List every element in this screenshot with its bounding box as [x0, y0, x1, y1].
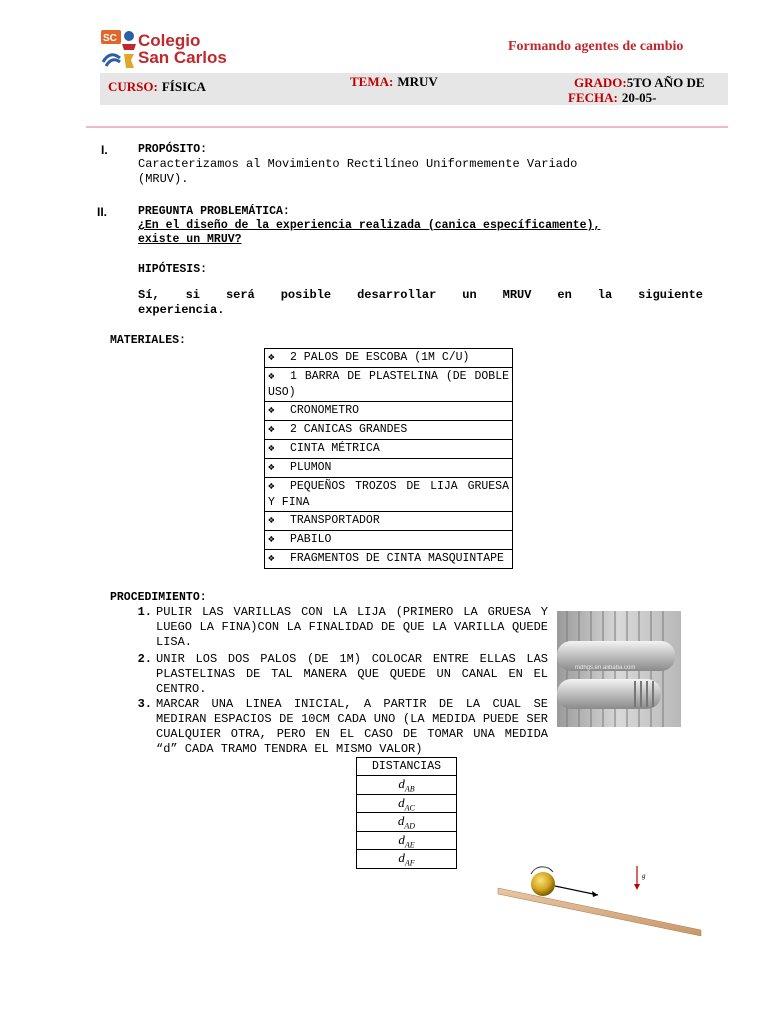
broomstick-photo — [557, 611, 681, 727]
distances-table — [356, 757, 457, 869]
procedure-step — [128, 652, 548, 697]
tema-value: MRUV — [397, 74, 438, 89]
distance-symbol: d — [398, 850, 405, 866]
hypothesis-line2: experiencia. — [138, 303, 225, 317]
step-number: 1. — [137, 605, 152, 619]
section2-title: PREGUNTA PROBLEMÁTICA: — [138, 205, 290, 218]
materials-row — [265, 349, 513, 368]
step-number: 3. — [137, 697, 152, 711]
materials-table — [264, 348, 513, 569]
grado-value: 5TO AÑO DE — [626, 75, 705, 90]
question-line1: ¿En el diseño de la experiencia realizada (canica específicamente), — [138, 219, 601, 232]
material-item: CINTA MÉTRICA — [290, 442, 380, 455]
fecha-field — [568, 89, 657, 107]
distance-subscript: AB — [404, 784, 415, 794]
ramp-surface — [498, 888, 701, 936]
material-item: TRANSPORTADOR — [290, 514, 380, 527]
section1-line2: (MRUV). — [138, 172, 189, 186]
step-text: UNIR LOS DOS PALOS (DE 1M) COLOCAR ENTRE ELLAS LAS PLASTELINAS DE TAL MANERA QUE QUEDE UN CANAL EN EL CENTRO. — [156, 652, 548, 696]
marble — [531, 872, 555, 896]
school-name-line2: San Carlos — [138, 48, 227, 67]
material-item: FRAGMENTOS DE CINTA MASQUINTAPE — [290, 552, 504, 565]
fecha-value: 20-05- — [621, 90, 657, 105]
distance-subscript: AC — [404, 803, 415, 813]
materials-row — [265, 421, 513, 440]
svg-text:SC: SC — [103, 33, 117, 44]
photo-watermark: mdhgs.en.alibaba.com — [575, 665, 636, 671]
material-cell — [265, 349, 513, 368]
step-text: MARCAR UNA LINEA INICIAL, A PARTIR DE LA CUAL SE MEDIRAN ESPACIOS DE 10CM CADA UNO (LA MEDIDA PUEDE SER CUALQUIER OTRA, PERO EN EL CASO DE TOMAR UNA MEDIDA “d” CADA TRAMO TENDRA EL MISMO VALOR) — [156, 697, 548, 756]
school-name-line1: Colegio — [138, 31, 201, 50]
gravity-label: g — [642, 872, 646, 880]
material-cell — [265, 440, 513, 459]
section1-numeral: I. — [101, 143, 108, 157]
material-cell — [265, 512, 513, 531]
diamond-bullet-icon: ❖ — [268, 371, 275, 383]
header-divider — [86, 126, 728, 128]
material-cell — [265, 421, 513, 440]
materials-row — [265, 478, 513, 512]
distance-subscript: AF — [404, 858, 415, 868]
section1-line1: Caracterizamos al Movimiento Rectilíneo Uniformemente Variado — [138, 157, 578, 171]
curso-field — [108, 78, 206, 96]
step-number: 2. — [137, 652, 152, 666]
material-item: PLUMON — [290, 461, 332, 474]
tema-label: TEMA: — [350, 74, 394, 89]
material-cell — [265, 402, 513, 421]
slogan: Formando agentes de cambio — [508, 39, 684, 54]
velocity-arrow-icon — [555, 886, 598, 895]
tema-field — [350, 73, 438, 91]
material-cell — [265, 459, 513, 478]
procedure-step — [128, 605, 548, 650]
materials-row — [265, 368, 513, 402]
school-crest-icon — [100, 28, 136, 72]
material-cell — [265, 531, 513, 550]
material-cell — [265, 368, 513, 402]
distance-subscript: AE — [404, 840, 415, 850]
curso-label: CURSO: — [108, 79, 158, 94]
diamond-bullet-icon: ❖ — [268, 405, 275, 417]
distance-subscript: AD — [404, 821, 416, 831]
diamond-bullet-icon: ❖ — [268, 462, 275, 474]
step-text: PULIR LAS VARILLAS CON LA LIJA (PRIMERO LA GRUESA Y LUEGO LA FINA)CON LA FINALIDAD DE QUE LA VARILLA QUEDE LISA. — [156, 605, 548, 649]
question-line2: existe un MRUV? — [138, 233, 242, 246]
diamond-bullet-icon: ❖ — [268, 481, 275, 493]
distance-symbol: d — [398, 776, 405, 791]
materials-row — [265, 459, 513, 478]
section2-numeral: II. — [97, 205, 108, 219]
diamond-bullet-icon: ❖ — [268, 515, 275, 527]
diamond-bullet-icon: ❖ — [268, 534, 275, 546]
inclined-plane-diagram — [495, 858, 705, 940]
grado-label: GRADO: — [574, 75, 627, 90]
distance-row — [357, 850, 457, 869]
diamond-bullet-icon: ❖ — [268, 352, 275, 364]
materials-row — [265, 550, 513, 569]
distances-header: DISTANCIAS — [357, 758, 457, 776]
distance-row — [357, 794, 457, 813]
material-item: CRONOMETRO — [290, 404, 360, 417]
material-item: PABILO — [290, 533, 332, 546]
distance-row — [357, 813, 457, 832]
material-item: 1 BARRA DE PLASTELINA (DE DOBLE USO) — [268, 370, 509, 399]
diamond-bullet-icon: ❖ — [268, 443, 275, 455]
diamond-bullet-icon: ❖ — [268, 424, 275, 436]
material-cell — [265, 478, 513, 512]
material-item: 2 PALOS DE ESCOBA (1M C/U) — [290, 351, 470, 364]
fecha-label: FECHA: — [568, 90, 618, 105]
material-item: 2 CANICAS GRANDES — [290, 423, 408, 436]
distance-symbol: d — [397, 813, 405, 829]
materials-row — [265, 531, 513, 550]
distance-row — [357, 776, 457, 795]
curso-value: FÍSICA — [161, 79, 206, 94]
material-cell — [265, 550, 513, 569]
material-item: PEQUEÑOS TROZOS DE LIJA GRUESA Y FINA — [268, 480, 509, 509]
hypothesis-line1: Sí, si será posible desarrollar un MRUV en la siguiente — [138, 288, 703, 302]
materials-row — [265, 402, 513, 421]
materials-row — [265, 440, 513, 459]
distance-symbol: d — [398, 831, 405, 847]
distance-row — [357, 831, 457, 850]
hypothesis-title: HIPÓTESIS: — [138, 263, 208, 276]
distance-symbol: d — [398, 794, 405, 810]
diamond-bullet-icon: ❖ — [268, 553, 275, 565]
materials-title: MATERIALES: — [110, 334, 186, 347]
school-name — [138, 32, 227, 66]
procedure-title: PROCEDIMIENTO: — [110, 591, 207, 604]
materials-row — [265, 512, 513, 531]
section1-title: PROPÓSITO: — [138, 143, 208, 156]
